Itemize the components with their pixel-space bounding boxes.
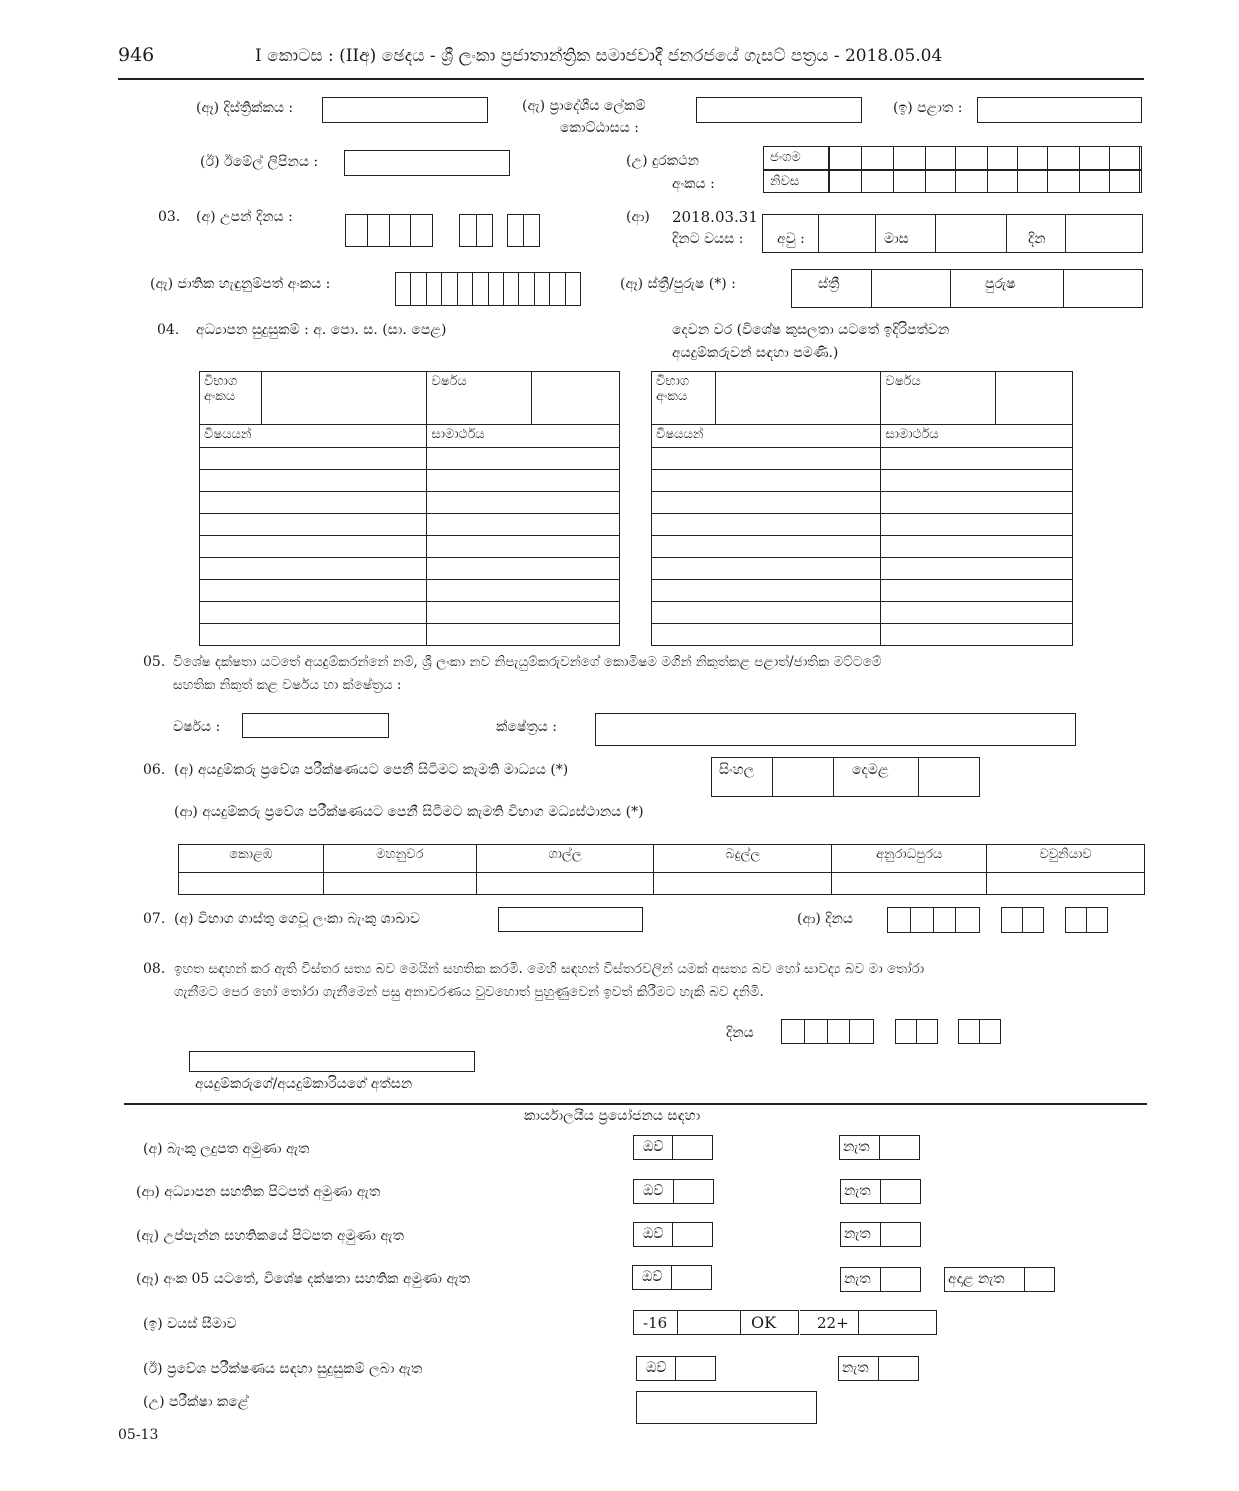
- centre-badulla-label: බදුල්ල: [725, 847, 761, 862]
- age-date-label: 2018.03.31: [672, 208, 758, 226]
- subject-cell[interactable]: [200, 558, 427, 580]
- email-field[interactable]: [344, 150, 510, 176]
- declaration-date-day-cells[interactable]: [958, 1019, 1001, 1044]
- exam-no-field[interactable]: [261, 372, 426, 425]
- talent-cert-na-checkbox[interactable]: [1024, 1267, 1055, 1292]
- declaration-date-month-cells[interactable]: [895, 1019, 938, 1044]
- grade-cell[interactable]: [881, 536, 1073, 558]
- province-field[interactable]: [977, 97, 1142, 123]
- subject-cell[interactable]: [200, 624, 427, 646]
- bank-receipt-yes-label: ඔව්: [643, 1139, 664, 1155]
- grade-cell[interactable]: [881, 492, 1073, 514]
- home-label: නිවස: [770, 174, 800, 189]
- grade-cell[interactable]: [427, 558, 620, 580]
- subject-cell[interactable]: [652, 580, 881, 602]
- age-years-field[interactable]: [818, 214, 876, 253]
- office-item-bank-receipt: (අ) බැංකු ලදුපත අමුණා ඇත: [143, 1141, 310, 1157]
- grade-cell[interactable]: [881, 514, 1073, 536]
- mobile-number-cells[interactable]: [828, 146, 1142, 170]
- exam-no-label-2: අංකය: [656, 389, 688, 404]
- section-03-number: 03.: [158, 209, 181, 225]
- gender-label: (ඈ) ස්ත්‍රී/පුරුෂ (*) :: [620, 276, 736, 292]
- grade-cell[interactable]: [427, 448, 620, 470]
- grade-cell[interactable]: [881, 448, 1073, 470]
- talent-cert-no-label: නැත: [844, 1271, 871, 1287]
- ol-results-table-second: [651, 371, 1073, 646]
- certificate-field-label: ක්ෂේත්‍රය :: [496, 719, 557, 735]
- exam-centre-table: [178, 844, 1145, 895]
- talent-cert-na-label: අදාළ නැත: [948, 1271, 1005, 1287]
- ol-results-table-first: [199, 371, 620, 646]
- exam-year-label: වර්ෂය: [885, 374, 921, 389]
- tamil-label: දෙමළ: [852, 762, 889, 778]
- bank-branch-field[interactable]: [498, 907, 643, 932]
- grade-cell[interactable]: [881, 470, 1073, 492]
- grade-cell[interactable]: [881, 580, 1073, 602]
- dob-year-cells[interactable]: [345, 214, 433, 247]
- education-label: අධ්‍යාපන සුදුසුකම් : අ. පො. ස. (සා. පෙළ): [196, 322, 447, 338]
- subject-cell[interactable]: [200, 602, 427, 624]
- certificate-year-field[interactable]: [242, 713, 389, 738]
- bank-receipt-no-label: නැත: [843, 1139, 870, 1155]
- district-label: (ඈ) දිස්ත්‍රික්කය :: [196, 100, 294, 116]
- special-talent-text-2: සහතික නිකුත් කළ වර්ෂය හා ක්ෂේත්‍රය :: [173, 677, 402, 693]
- exam-centre-label: (ආ) අයදුම්කරු ප්‍රවේශ පරීක්ෂණයට පෙනී සිටීමට කැමති විභාග මධ්‍යස්ථානය (*): [174, 804, 644, 820]
- office-use-title: කාර්යාලයීය ප්‍රයෝජනය සඳහා: [524, 1108, 701, 1124]
- edu-certs-no-label: නැත: [844, 1183, 871, 1199]
- dob-day-cells[interactable]: [507, 214, 540, 247]
- bank-branch-label: (අ) විභාග ගාස්තු ගෙවූ ලංකා බැංකු ශාඛාව: [174, 911, 420, 927]
- phone-label-2: අංකය :: [672, 176, 715, 192]
- footer-code: 05-13: [118, 1427, 159, 1443]
- section-08-number: 08.: [143, 961, 166, 977]
- office-item-age-limit: (ඉ) වයස් සීමාව: [143, 1316, 237, 1332]
- centre-vavuniya-label: වවුනියාව: [1039, 847, 1092, 862]
- subject-cell[interactable]: [652, 624, 881, 646]
- payment-date-month-cells[interactable]: [1001, 907, 1044, 933]
- subject-cell[interactable]: [652, 602, 881, 624]
- grade-cell[interactable]: [427, 624, 620, 646]
- birth-cert-yes-checkbox[interactable]: [672, 1222, 713, 1247]
- second-attempt-label-1: දෙවන වර (විශේෂ කුසලතා යටතේ ඉදිරිපත්වන: [672, 322, 950, 338]
- edu-certs-yes-checkbox[interactable]: [673, 1179, 714, 1204]
- age-ok-label: OK: [751, 1313, 777, 1332]
- subject-cell[interactable]: [200, 580, 427, 602]
- office-item-checked-by: (උ) පරීක්ෂා කළේ: [143, 1394, 249, 1410]
- province-label: (ඉ) පළාත :: [893, 100, 963, 116]
- qualified-no-label: නැත: [842, 1360, 869, 1376]
- centre-badulla-checkbox[interactable]: [654, 873, 832, 895]
- ds-division-label-1: (ඇ) ප්‍රාදේශීය ලේකම්: [522, 98, 646, 114]
- certificate-field-input[interactable]: [595, 713, 1076, 746]
- grade-cell[interactable]: [427, 536, 620, 558]
- subject-cell[interactable]: [652, 492, 881, 514]
- centre-colombo-label: කොළඹ: [229, 847, 273, 862]
- tamil-checkbox[interactable]: [918, 757, 980, 797]
- centre-kandy-label: මහනුවර: [376, 847, 424, 862]
- age-under-checkbox[interactable]: [677, 1310, 741, 1335]
- district-field[interactable]: [322, 97, 488, 123]
- declaration-date-label: දිනය: [726, 1025, 754, 1041]
- edu-certs-yes-label: ඔව්: [643, 1183, 664, 1199]
- exam-no-label: විභාග: [204, 374, 238, 389]
- grade-cell[interactable]: [427, 580, 620, 602]
- exam-no-field[interactable]: [715, 372, 880, 425]
- grade-cell[interactable]: [881, 602, 1073, 624]
- signature-field[interactable]: [189, 1051, 475, 1072]
- declaration-date-year-cells[interactable]: [781, 1019, 874, 1044]
- age-on-date-label: දිනට වයස :: [672, 231, 744, 247]
- signature-label: අයදුම්කරුගේ/අයදුම්කාරියගේ අත්සන: [195, 1076, 413, 1092]
- age-years-label: අවු :: [777, 231, 805, 247]
- subject-cell[interactable]: [652, 558, 881, 580]
- grades-header: සාමාර්ථය: [431, 427, 485, 442]
- office-item-talent-cert: (ඈ) අංක 05 යටතේ, විශේෂ දක්ෂතා සහතික අමුණා ඇත: [136, 1271, 470, 1287]
- second-attempt-label-2: අයදුම්කරුවන් සඳහා පමණි.): [672, 345, 839, 361]
- section-06-number: 06.: [143, 762, 166, 778]
- bank-receipt-no-checkbox[interactable]: [879, 1135, 920, 1160]
- age-label-prefix: (ආ): [626, 209, 650, 225]
- centre-kandy-checkbox[interactable]: [323, 873, 476, 895]
- grade-cell[interactable]: [881, 558, 1073, 580]
- exam-no-label-2: අංකය: [204, 389, 236, 404]
- subject-cell[interactable]: [200, 470, 427, 492]
- payment-date-label: (ආ) දිනය: [797, 911, 853, 927]
- office-item-qualified: (ඊ) ප්‍රවේශ පරීක්ෂණය සඳහා සුදුසුකම් ලබා ඇත: [143, 1361, 423, 1377]
- home-number-cells[interactable]: [828, 170, 1142, 193]
- qualified-yes-checkbox[interactable]: [675, 1356, 716, 1381]
- exam-medium-label: (අ) අයදුම්කරු ප්‍රවේශ පරීක්ෂණයට පෙනී සිටීමට කැමති මාධ්‍යය (*): [174, 762, 569, 778]
- dob-month-cells[interactable]: [459, 214, 493, 247]
- office-item-edu-certs: (ආ) අධ්‍යාපන සහතික පිටපත් අමුණා ඇත: [136, 1184, 381, 1200]
- subject-cell[interactable]: [200, 448, 427, 470]
- centre-galle-label: ගාල්ල: [548, 847, 582, 862]
- talent-cert-yes-label: ඔව්: [642, 1269, 663, 1285]
- declaration-text-1: ඉහත සඳහන් කර ඇති විස්තර සත්‍ය බව මෙයින් සහතික කරමි. මෙහි සඳහන් විස්තරවලින් යමක් අසත්‍ය බව හෝ සාවද්‍ය බව මා තෝරා: [174, 961, 925, 977]
- age-months-field[interactable]: [935, 214, 1007, 253]
- email-label: (ඊ) ඊමේල් ලිපිනය :: [200, 154, 319, 170]
- grade-cell[interactable]: [427, 492, 620, 514]
- subject-cell[interactable]: [200, 514, 427, 536]
- dob-label: (අ) උපන් දිනය :: [196, 209, 293, 225]
- phone-label-1: (උ) දුරකථන: [626, 153, 699, 169]
- special-talent-text-1: විශේෂ දක්ෂතා යටතේ අයදුම්කරන්නේ නම්, ශ්‍රී ලංකා නව නිපැයුම්කරුවන්ගේ කොමිෂම මගින් නිකුත්කළ පළාත්/ජාතික මට්ටමේ: [173, 654, 882, 670]
- declaration-text-2: ගැනීමට පෙර හෝ තෝරා ගැනීමෙන් පසු අනාවරණය වුවහොත් පුහුණුවෙන් ඉවත් කිරීමට හැකි බව දනිමි.: [174, 984, 764, 1000]
- birth-cert-no-checkbox[interactable]: [880, 1222, 921, 1247]
- header-rule: [118, 78, 1144, 80]
- subject-cell[interactable]: [652, 514, 881, 536]
- subjects-header: විෂයයන්: [204, 427, 252, 442]
- section-05-number: 05.: [143, 654, 166, 670]
- section-07-number: 07.: [143, 911, 166, 927]
- exam-year-field[interactable]: [532, 372, 620, 425]
- exam-no-label: විභාග: [656, 374, 690, 389]
- birth-cert-no-label: නැත: [844, 1226, 871, 1242]
- subject-cell[interactable]: [200, 492, 427, 514]
- office-item-birth-cert: (ඇ) උප්පැන්න සහතිකයේ පිටපත අමුණා ඇත: [136, 1228, 404, 1244]
- certificate-year-label: වර්ෂය :: [173, 719, 221, 735]
- centre-galle-checkbox[interactable]: [476, 873, 654, 895]
- payment-date-year-cells[interactable]: [887, 907, 980, 933]
- talent-cert-yes-checkbox[interactable]: [671, 1265, 712, 1290]
- bank-receipt-yes-checkbox[interactable]: [672, 1135, 713, 1160]
- grades-header: සාමාර්ථය: [885, 427, 939, 442]
- gazette-header-title: I කොටස : (IIඅ) ඡෙදය - ශ්‍රී ලංකා ප්‍රජාතාන්ත්‍රික සමාජවාදී ජනරජයේ ගැසට් පත්‍රය - 2018.05.04: [255, 46, 943, 66]
- centre-anuradhapura-label: අනුරාධපුරය: [876, 847, 943, 862]
- centre-colombo-checkbox[interactable]: [179, 873, 324, 895]
- office-use-rule: [124, 1103, 1147, 1105]
- subject-cell[interactable]: [652, 448, 881, 470]
- age-ok-checkbox[interactable]: [798, 1310, 800, 1335]
- nic-cells[interactable]: [395, 272, 581, 306]
- page-number: 946: [118, 44, 155, 66]
- checked-by-field[interactable]: [636, 1391, 817, 1424]
- age-days-field[interactable]: [1065, 214, 1143, 253]
- subject-cell[interactable]: [652, 470, 881, 492]
- centre-anuradhapura-checkbox[interactable]: [832, 873, 987, 895]
- birth-cert-yes-label: ඔව්: [643, 1226, 664, 1242]
- age-over-label: 22+: [817, 1314, 849, 1332]
- mobile-label: ජංගම: [770, 150, 801, 165]
- qualified-yes-label: ඔව්: [646, 1360, 667, 1376]
- ds-division-label-2: කොට්ඨාසය :: [560, 120, 639, 136]
- subject-cell[interactable]: [200, 536, 427, 558]
- grade-cell[interactable]: [427, 470, 620, 492]
- grade-cell[interactable]: [427, 514, 620, 536]
- nic-label: (ඇ) ජාතික හැඳුනුම්පත් අංකය :: [150, 276, 331, 292]
- age-under-label: -16: [643, 1314, 668, 1332]
- female-checkbox[interactable]: [871, 269, 951, 308]
- section-04-number: 04.: [157, 322, 180, 338]
- sinhala-checkbox[interactable]: [772, 757, 834, 797]
- age-over-checkbox[interactable]: [858, 1310, 937, 1335]
- ds-division-field[interactable]: [696, 97, 862, 123]
- female-label: ස්ත්‍රී: [818, 276, 840, 292]
- sinhala-label: සිංහල: [719, 762, 755, 778]
- payment-date-day-cells[interactable]: [1065, 907, 1108, 933]
- age-months-label: මාස: [884, 231, 909, 247]
- talent-cert-no-checkbox[interactable]: [880, 1267, 921, 1292]
- male-label: පුරුෂ: [985, 276, 1016, 292]
- centre-vavuniya-checkbox[interactable]: [987, 873, 1145, 895]
- male-checkbox[interactable]: [1063, 269, 1143, 308]
- age-days-label: දින: [1028, 231, 1046, 247]
- qualified-no-checkbox[interactable]: [878, 1356, 919, 1381]
- exam-year-field[interactable]: [996, 372, 1073, 425]
- edu-certs-no-checkbox[interactable]: [880, 1179, 921, 1204]
- subject-cell[interactable]: [652, 536, 881, 558]
- exam-year-label: වර්ෂය: [431, 374, 467, 389]
- grade-cell[interactable]: [427, 602, 620, 624]
- subjects-header: විෂයයන්: [656, 427, 704, 442]
- grade-cell[interactable]: [881, 624, 1073, 646]
